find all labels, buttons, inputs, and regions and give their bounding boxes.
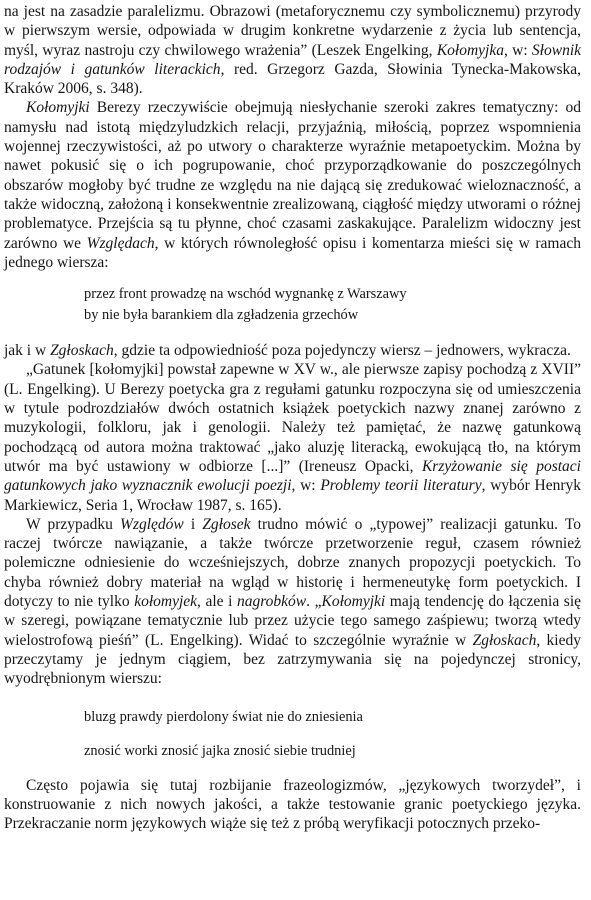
text-run: , wybór Henryk Markiewicz, Seria 1, Wrocław 1987, s. 165). — [4, 477, 582, 514]
italic-text-run: Słownik rodzajów i gatunków literackich — [4, 41, 582, 78]
text-run: na jest na zasadzie paralelizmu. Obrazowi (metaforycznemu czy symbolicznemu) przyrody w pierwszym wersie, odpowiada w drugim konkretne wydarzenie z życia lub sentencja, myśl, wyraz nastroju czy chwilowego wrażenia” (Leszek Engelking, — [4, 3, 581, 59]
text-run: , w: — [503, 41, 532, 59]
text-run: „Gatunek [kołomyjki] powstał zapewne w XV w., ale pierwsze zapisy pochodzą z XVII” (L. Engelking). U Berezy poetycka gra z regułami gatunku rozpoczyna się od umieszczenia w tytule podrozdziałów dwóch ostatnich książek poetyckich nazwy znanej zarówno z muzykologii, folkloru, jak i genologii. Należy też pamiętać, że nazwę gatunkową pochodzącą od autora można traktować „jako aluzję literacką, ewokującą tło, na którym utwór ma być ustawiony w odbiorze [...]” (Ireneusz Opacki, — [4, 361, 581, 475]
text-run: , red. Grzegorz Gazda, Słowinia Tynecka-Makowska, Kraków 2006, s. 348). — [4, 60, 581, 98]
text-run: trudno mówić o „typowej” realizacji gatunku. To raczej twórcze nawiązanie, a także twórcze przetworzenie reguł, czasem również polemiczne odniesienie do wcześniejszych, dobrze znanych propozycji poetyckich. To chyba również dobry materiał na wgląd w historię i hermeneutykę form poetyckich. I dotyczy to nie tylko — [4, 515, 581, 611]
italic-text-run: Kołomyjki — [26, 99, 90, 117]
italic-text-run: Zgłoskach — [50, 342, 114, 360]
verse-line: bluzg prawdy pierdolony świat nie do zniesienia — [84, 708, 363, 725]
verse-quote — [4, 284, 581, 326]
italic-text-run: Krzyżowanie się postaci gatunkowych jako wyznacznik ewolucji poezji — [4, 457, 581, 495]
paragraph — [4, 776, 581, 834]
paragraph — [4, 515, 581, 689]
italic-text-run: Kołomyjka — [436, 41, 504, 59]
paragraph — [4, 98, 581, 272]
paragraph — [4, 341, 581, 360]
text-run: jak i w — [4, 342, 51, 360]
italic-text-run: Zgłoskach — [472, 631, 537, 649]
text-run: . „ — [306, 593, 322, 611]
paragraph — [4, 2, 581, 98]
verse-line: by nie była barankiem dla zgładzenia grzechów — [84, 307, 359, 324]
italic-text-run: nagrobków — [236, 593, 307, 611]
text-run: Często pojawia się tutaj rozbijanie frazeologizmów, „językowych tworzydeł”, i konstruowanie z nich nowych jakości, a także testowanie granic poetyckiego języka. Przekraczanie norm językowych wiąże się też z próbą weryfikacji potocznych przeko- — [4, 776, 581, 833]
italic-text-run: Problemy teorii literatury — [320, 477, 482, 495]
text-run: i — [183, 515, 203, 533]
text-run: , kiedy przeczytamy je jednym ciągiem, bez zatrzymywania się na pojedynczej stronicy, wyodrębnionym wierszu: — [4, 631, 581, 688]
text-run: W przypadku — [26, 515, 121, 533]
verse-line: przez front prowadzę na wschód wygnankę z Warszawy — [84, 286, 407, 303]
italic-text-run: kołomyjek — [134, 593, 198, 611]
italic-text-run: Kołomyjki — [321, 593, 386, 611]
text-run: , w: — [291, 477, 321, 495]
text-run: , gdzie ta odpowiedniość poza pojedynczy wiersz – jednowers, wykracza. — [113, 342, 571, 360]
italic-text-run: Względach — [86, 234, 155, 252]
verse-line: znosić worki znosić jajka znosić siebie trudniej — [84, 742, 356, 759]
italic-text-run: Zgłosek — [202, 515, 251, 533]
text-run: , w których równoległość opisu i komentarza mieści się w ramach jednego wiersza: — [4, 234, 581, 271]
text-run: , ale i — [197, 593, 237, 611]
text-run: mają tendencję do łączenia się w szeregi, powiązane tematycznie lub przez użycie tego samego zaśpiewu; tworzą wtedy wielostrofową pieśń” (L. Engelking). Widać to szczególnie wyraźnie w — [4, 593, 582, 649]
text-run: Berezy rzeczywiście obejmują niesłychanie szeroki zakres tematyczny: od namysłu nad istotą międzyludzkich relacji, przyjaźnią, miłością, poprzez wspomnienia wojennej rzeczywistości, aż po utwory o charakterze wyraźnie metapoetyckim. Można by nawet pokusić się o ich pogrupowanie, choć przyporządkowanie do poszczególnych obszarów mogłoby być trudne ze względu na nie dającą się zredukować wieloznaczność, a także widoczną, założoną i konsekwentnie zrealizowaną, ciągłość między utworami o różnej problematyce. Przejścia są tu płynne, choć czasami zaskakujące. Paralelizm widoczny jest zarówno we — [4, 99, 581, 252]
paragraph — [4, 360, 581, 514]
italic-text-run: Względów — [120, 515, 184, 533]
verse-quote — [4, 707, 581, 762]
